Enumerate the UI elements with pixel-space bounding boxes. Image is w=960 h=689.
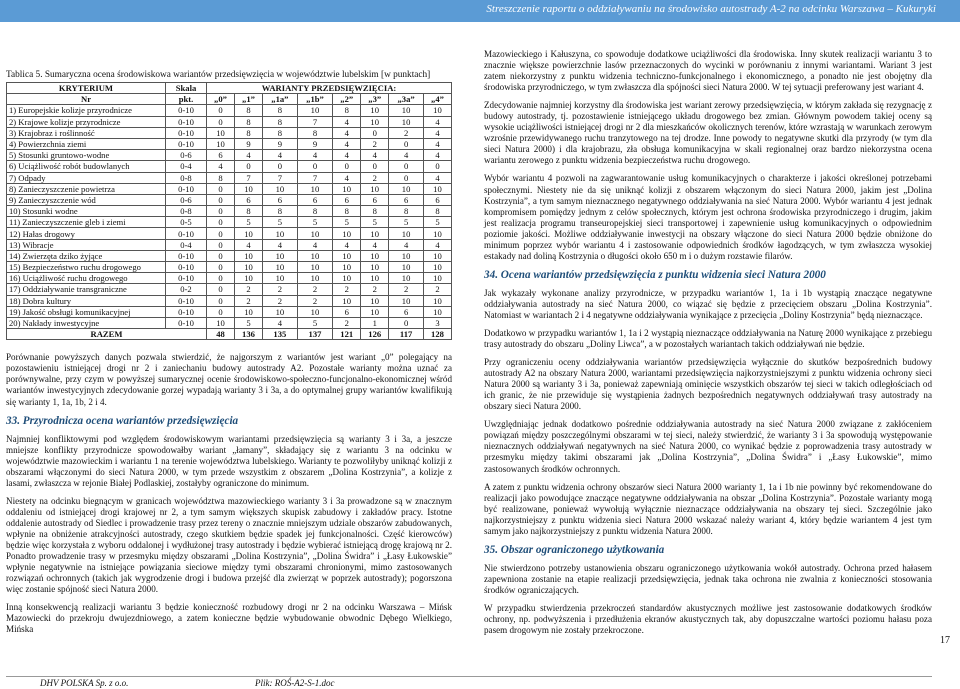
criterion-scale: 0-8	[166, 206, 207, 217]
criterion-name: 17) Oddziaływanie transgraniczne	[7, 284, 166, 295]
score-cell: 0	[207, 194, 235, 205]
score-cell: 10	[263, 273, 298, 284]
table-header-row	[7, 83, 452, 94]
score-cell: 3	[423, 317, 451, 328]
score-cell: 5	[361, 217, 389, 228]
table-row	[7, 262, 452, 273]
table-row	[7, 105, 452, 116]
header-kryterium: KRYTERIUM	[7, 83, 166, 94]
score-cell: 0	[207, 273, 235, 284]
criterion-name: 3) Krajobraz i roślinność	[7, 127, 166, 138]
score-cell: 5	[423, 217, 451, 228]
criterion-scale: 0-5	[166, 217, 207, 228]
score-cell: 4	[361, 150, 389, 161]
header-variant: „1a”	[263, 94, 298, 105]
score-cell: 5	[297, 317, 332, 328]
score-cell: 4	[263, 317, 298, 328]
score-cell: 0	[207, 250, 235, 261]
score-cell: 10	[297, 273, 332, 284]
score-cell: 10	[423, 262, 451, 273]
score-cell: 0	[361, 161, 389, 172]
paragraph: W przypadku stwierdzenia przekroczeń standardów akustycznych możliwe jest zastosowanie dodatkowych środków ochrony, np. podwyższenia i przedłużenia ekranów akustycznych tak, aby dopuszczalne wartości poziomu hałasu poza pasem drogowym nie zostały przekroczone.	[484, 602, 932, 636]
header-pkt: pkt.	[166, 94, 207, 105]
score-cell: 10	[297, 228, 332, 239]
score-cell: 10	[423, 306, 451, 317]
table-row	[7, 228, 452, 239]
section-34-heading: 34. Ocena wariantów przedsięwzięcia z punktu widzenia sieci Natura 2000	[484, 268, 826, 281]
table-row	[7, 217, 452, 228]
score-cell: 10	[207, 127, 235, 138]
score-cell: 0	[207, 217, 235, 228]
score-cell: 0	[207, 306, 235, 317]
score-cell: 10	[333, 250, 361, 261]
criterion-name: 20) Nakłady inwestycyjne	[7, 317, 166, 328]
paragraph: Mazowieckiego i Kałuszyna, co spowoduje dodatkowe uciążliwości dla środowiska. Inny skutek realizacji wariantu 3 to znacznie większe powierzchnie lasów przeznaczonych do wycinki w porównaniu z innymi wariantami. Wariant 3 jest zatem niekorzystny z punktu widzenia techniczno-funkcjonalnego i ekonomicznego, a ponadto nie jest obojętny dla środowiska przyrodniczego, w tym zwłaszcza dla spójności sieci Natura 2000. W tej sytuacji preferowany jest wariant 4.	[484, 49, 932, 93]
score-cell: 8	[263, 206, 298, 217]
header-variant: „0”	[207, 94, 235, 105]
score-cell: 6	[263, 194, 298, 205]
criterion-name: 9) Zanieczyszczenie wód	[7, 194, 166, 205]
score-cell: 4	[423, 150, 451, 161]
table-row	[7, 127, 452, 138]
score-cell: 8	[235, 127, 263, 138]
table-row	[7, 317, 452, 328]
score-cell: 4	[263, 150, 298, 161]
sum-cell: 136	[235, 329, 263, 340]
right-paragraphs-2	[484, 288, 932, 537]
score-cell: 9	[263, 138, 298, 149]
score-cell: 0	[207, 116, 235, 127]
score-cell: 4	[297, 239, 332, 250]
score-cell: 4	[389, 150, 424, 161]
score-cell: 4	[207, 161, 235, 172]
table-row	[7, 138, 452, 149]
score-cell: 4	[297, 150, 332, 161]
score-cell: 6	[361, 194, 389, 205]
score-cell: 10	[361, 273, 389, 284]
score-cell: 10	[423, 183, 451, 194]
page-number: 17	[940, 635, 950, 646]
score-cell: 4	[235, 150, 263, 161]
criterion-scale: 0-8	[166, 172, 207, 183]
criterion-scale: 0-10	[166, 250, 207, 261]
table-caption: Tablica 5. Sumaryczna ocena środowiskowa wariantów przedsięwzięcia w województwie lubelskim [w punktach]	[6, 70, 431, 80]
score-cell: 8	[235, 206, 263, 217]
score-cell: 6	[207, 150, 235, 161]
score-cell: 5	[235, 217, 263, 228]
score-cell: 8	[235, 105, 263, 116]
score-cell: 8	[333, 206, 361, 217]
score-cell: 8	[389, 206, 424, 217]
score-cell: 0	[389, 172, 424, 183]
score-cell: 4	[423, 127, 451, 138]
criterion-scale: 0-10	[166, 317, 207, 328]
score-cell: 10	[423, 273, 451, 284]
score-cell: 10	[207, 317, 235, 328]
score-cell: 4	[235, 239, 263, 250]
summary-table	[6, 82, 452, 340]
header-warianty: WARIANTY PRZEDSIĘWZIĘCIA:	[207, 83, 452, 94]
criterion-name: 1) Europejskie kolizje przyrodnicze	[7, 105, 166, 116]
criterion-name: 5) Stosunki gruntowo-wodne	[7, 150, 166, 161]
score-cell: 0	[423, 161, 451, 172]
score-cell: 2	[423, 284, 451, 295]
score-cell: 10	[235, 273, 263, 284]
table-row	[7, 172, 452, 183]
score-cell: 10	[235, 250, 263, 261]
table-variant-row	[7, 94, 452, 105]
sum-cell: 128	[423, 329, 451, 340]
score-cell: 8	[297, 127, 332, 138]
criterion-name: 4) Powierzchnia ziemi	[7, 138, 166, 149]
table-row	[7, 306, 452, 317]
score-cell: 10	[263, 183, 298, 194]
header-variant: „4”	[423, 94, 451, 105]
criterion-scale: 0-10	[166, 295, 207, 306]
score-cell: 0	[297, 161, 332, 172]
left-column	[6, 64, 452, 642]
criterion-name: 10) Stosunki wodne	[7, 206, 166, 217]
sum-cell: 126	[361, 329, 389, 340]
score-cell: 4	[389, 239, 424, 250]
score-cell: 10	[361, 228, 389, 239]
score-cell: 0	[207, 228, 235, 239]
paragraph: Najmniej konfliktowymi pod względem środowiskowym wariantami przedsięwzięcia są warianty 3 i 3a, a jeszcze mniejsze konflikty przyrodnicze spowodowałby wariant „łamany”, składający się z wariantu 3 na odcinku w województwie mazowieckim i wariantu 1 na terenie województwa lubelskiego. Warianty te pozwoliłyby uniknąć kolizji z obszarami włączonymi do sieci Natura 2000, w tym przede wszystkim z obszarem „Dolina Kostrzynia”, a kolizje z lasami, zwłaszcza w rejonie Białej Podlaskiej, zostałyby ograniczone do minimum.	[6, 433, 452, 488]
score-cell: 0	[333, 161, 361, 172]
score-cell: 6	[333, 194, 361, 205]
score-cell: 6	[423, 194, 451, 205]
score-cell: 2	[361, 172, 389, 183]
score-cell: 5	[297, 217, 332, 228]
table-row	[7, 284, 452, 295]
score-cell: 10	[333, 228, 361, 239]
criterion-scale: 0-10	[166, 116, 207, 127]
score-cell: 7	[297, 172, 332, 183]
score-cell: 4	[333, 150, 361, 161]
score-cell: 9	[235, 138, 263, 149]
score-cell: 10	[423, 295, 451, 306]
score-cell: 10	[389, 273, 424, 284]
criterion-scale: 0-10	[166, 183, 207, 194]
score-cell: 4	[423, 172, 451, 183]
score-cell: 10	[361, 183, 389, 194]
section-33-heading: 33. Przyrodnicza ocena wariantów przedsięwzięcia	[6, 414, 239, 427]
score-cell: 10	[423, 250, 451, 261]
score-cell: 0	[207, 284, 235, 295]
score-cell: 10	[333, 295, 361, 306]
sum-label: RAZEM	[7, 329, 207, 340]
sum-cell: 137	[297, 329, 332, 340]
paragraph: Przy ograniczeniu oceny oddziaływania wariantów przedsięwzięcia wyłącznie do skutków bezpośrednich budowy autostrady A2 na obszary Natura 2000, wariantami przedsięwzięcia najkorzystniejszymi z punktu widzenia ochrony sieci Natura 2000 są warianty 3 i 3a, ponieważ zapewniają ominięcie wszystkich obszarów tej sieci w takich odległościach od ich granic, że nie przewiduje się wystąpienia żadnych bezpośrednich negatywnych oddziaływań trasy autostrady na obszary sieci Natura 2000.	[484, 357, 932, 412]
criterion-name: 16) Uciążliwość ruchu drogowego	[7, 273, 166, 284]
score-cell: 2	[361, 284, 389, 295]
score-cell: 2	[263, 284, 298, 295]
score-cell: 10	[297, 250, 332, 261]
score-cell: 10	[361, 105, 389, 116]
score-cell: 2	[297, 284, 332, 295]
header-variant: „2”	[333, 94, 361, 105]
score-cell: 1	[361, 317, 389, 328]
score-cell: 0	[389, 161, 424, 172]
paragraph: Uwzględniając jednak dodatkowo pośrednie oddziaływania autostrady na sieć Natura 2000 związane z zakłóceniem powiązań między poszczególnymi obszarami w tej sieci, należy stwierdzić, że warianty 3 i 3a spowodują występowanie nieznacznych oddziaływań negatywnych na sieć Natura 2000, co wynikać będzie z poprowadzenia trasy autostrady w przesmyku między takimi obszarami jak „Dolina Kostrzynia”, „Dolina Świdra” i „Łasy Łukowskie”, mimo zastosowanych środków ochronnych.	[484, 419, 932, 474]
paragraph: Dodatkowo w przypadku wariantów 1, 1a i 2 wystąpią nieznaczące oddziaływania na Naturę 2000 wynikające z przebiegu trasy autostrady do obszaru „Doliny Liwca”, a w pozostałych wariantach takich oddziaływań nie będzie.	[484, 327, 932, 350]
criterion-scale: 0-10	[166, 228, 207, 239]
score-cell: 2	[389, 284, 424, 295]
score-cell: 8	[207, 172, 235, 183]
criterion-scale: 0-4	[166, 239, 207, 250]
score-cell: 2	[333, 284, 361, 295]
criterion-name: 18) Dobra kultury	[7, 295, 166, 306]
table-row	[7, 194, 452, 205]
criterion-name: 13) Wibracje	[7, 239, 166, 250]
criterion-name: 11) Zanieczyszczenie gleb i ziemi	[7, 217, 166, 228]
section-35-heading: 35. Obszar ograniczonego użytkowania	[484, 543, 665, 556]
score-cell: 8	[361, 206, 389, 217]
score-cell: 2	[263, 295, 298, 306]
score-cell: 2	[333, 317, 361, 328]
score-cell: 2	[389, 127, 424, 138]
criterion-scale: 0-10	[166, 262, 207, 273]
table-row	[7, 273, 452, 284]
table-row	[7, 295, 452, 306]
score-cell: 10	[389, 183, 424, 194]
sum-cell: 135	[263, 329, 298, 340]
score-cell: 4	[333, 138, 361, 149]
table-row	[7, 250, 452, 261]
score-cell: 0	[207, 262, 235, 273]
score-cell: 10	[263, 250, 298, 261]
sum-cell: 121	[333, 329, 361, 340]
score-cell: 4	[333, 239, 361, 250]
score-cell: 10	[361, 116, 389, 127]
score-cell: 10	[297, 183, 332, 194]
header-variant: „1b”	[297, 94, 332, 105]
table-row	[7, 183, 452, 194]
score-cell: 4	[333, 116, 361, 127]
paragraph: Niestety na odcinku biegnącym w granicach województwa mazowieckiego warianty 3 i 3a prowadzone są w znacznym oddaleniu od istniejącej drogi krajowej nr 2, a tym samym większych skupisk zabudowy i zakładów pracy. Istotne oddalenie autostrady od Siedlec i prowadzenie trasy przez tereny o znacznie mniejszym udziale obszarów zabudowanych, wpłynie na obniżenie atrakcyjności autostrady, czego skutkiem będzie spadek jej funkcjonalności. Część kierowców) będzie więc korzystała z wyboru oddalonej i wydłużonej trasy autostrady i będzie wybierać istniejącą drogę krajową nr 2. Ponadto prowadzenie trasy w przesmyku między obszarami „Dolina Kostrzynia”, „Dolina Świdra” i „Łasy Łukowskie” wpłynie negatywnie na istniejące powiązania sieciowe między tymi obszarami chronionymi, mimo zastosowanych rozwiązań ochronnych (takich jak wygrodzenie drogi i budowa przejść dla zwierząt w poprzek autostrady); pogorszona więc zostanie spójność sieci Natura 2000.	[6, 495, 452, 595]
score-cell: 7	[263, 172, 298, 183]
criterion-scale: 0-2	[166, 284, 207, 295]
score-cell: 4	[263, 239, 298, 250]
score-cell: 10	[333, 273, 361, 284]
score-cell: 8	[297, 206, 332, 217]
left-paragraphs	[6, 352, 452, 407]
score-cell: 10	[263, 228, 298, 239]
score-cell: 6	[389, 306, 424, 317]
running-header-title: Streszczenie raportu o oddziaływaniu na środowisko autostrady A-2 na odcinku Warszawa – Kukuryki	[486, 3, 936, 15]
score-cell: 10	[361, 295, 389, 306]
score-cell: 10	[235, 262, 263, 273]
table-row	[7, 161, 452, 172]
score-cell: 7	[297, 116, 332, 127]
criterion-name: 14) Zwierzęta dziko żyjące	[7, 250, 166, 261]
score-cell: 6	[389, 194, 424, 205]
header-variant: „1”	[235, 94, 263, 105]
score-cell: 10	[389, 228, 424, 239]
score-cell: 10	[389, 295, 424, 306]
criterion-name: 7) Odpady	[7, 172, 166, 183]
table-row	[7, 239, 452, 250]
table-body	[7, 105, 452, 340]
score-cell: 10	[297, 306, 332, 317]
score-cell: 8	[263, 105, 298, 116]
table-row	[7, 116, 452, 127]
score-cell: 8	[263, 127, 298, 138]
score-cell: 10	[389, 262, 424, 273]
criterion-name: 19) Jakość obsługi komunikacyjnej	[7, 306, 166, 317]
criterion-name: 12) Hałas drogowy	[7, 228, 166, 239]
score-cell: 10	[235, 228, 263, 239]
score-cell: 0	[389, 138, 424, 149]
score-cell: 2	[235, 295, 263, 306]
right-paragraphs-3	[484, 563, 932, 636]
footer-file: Plik: ROŚ-A2-S-1.doc	[255, 678, 335, 688]
score-cell: 8	[235, 116, 263, 127]
paragraph: Wybór wariantu 4 pozwoli na zagwarantowanie usług komunikacyjnych o charakterze i jakości określonej potrzebami społecznymi. Niestety nie da się uniknąć kolizji z obszarem włączonym do sieci Natura 2000, jakim jest „Dolina Kostrzynia”, a tym samym nieznacznego negatywnego oddziaływania na sieć Natura 2000. Wybór wariantu 4 jest jednak kompromisem pomiędzy jednym z celów społecznych, którym jest ochrona środowiska przyrodniczego i drugim, jakim jest realizacja programu transeuropejskiej sieci transportowej i zapewnienie usług komunikacyjnych o odpowiednim poziomie jakości. Możliwe oddziaływanie inwestycji na obszary włączone do sieci Natura 2000 będzie obniżone do minimum poprzez wybór wariantu 4 i zastosowanie odpowiednich środków łagodzących, w tym zwłaszcza wysokiej estakady nad doliną Kostrzynia o długości około 650 m i o dużym rozstawie filarów.	[484, 173, 932, 261]
criterion-scale: 0-10	[166, 273, 207, 284]
footer-company: DHV POLSKA Sp. z o.o.	[40, 678, 129, 688]
score-cell: 0	[207, 239, 235, 250]
footer-rule	[6, 676, 932, 677]
score-cell: 10	[361, 250, 389, 261]
score-cell: 4	[333, 172, 361, 183]
score-cell: 5	[235, 317, 263, 328]
score-cell: 10	[235, 306, 263, 317]
score-cell: 4	[333, 127, 361, 138]
score-cell: 10	[389, 250, 424, 261]
score-cell: 2	[297, 295, 332, 306]
paragraph: Zdecydowanie najmniej korzystny dla środowiska jest wariant zerowy przedsięwzięcia, w którym zakłada się rezygnację z budowy autostrady, tj. pozostawienie istniejącego układu drogowego bez zmian. Głównym powodem takiej oceny są wysokie uciążliwości istniejącej drogi nr 2 dla mieszkańców okolicznych terenów, które wzrastają w warunkach zerowym wzrośnie przewidywanego ruchu tranzytowego na tej drodze. Inne powody to negatywne skutki dla przyrody (w tym dla sieci Natura 2000) i dla krajobrazu, zła obsługa komunikacyjna w skali regionalnej oraz bardzo niekorzystna ocena wariantu zerowego z punktu widzenia bezpieczeństwa ruchu drogowego.	[484, 100, 932, 166]
left-paragraphs-2	[6, 434, 452, 636]
criterion-name: 15) Bezpieczeństwo ruchu drogowego	[7, 262, 166, 273]
score-cell: 0	[389, 317, 424, 328]
paragraph: Jak wykazały wykonane analizy przyrodnicze, w przypadku wariantów 1, 1a i 1b wystąpią znaczące negatywne oddziaływania autostrady na sieć Natura 2000, co wiązać się będzie z przecięciem obszaru „Dolina Kostrzynia”. Natomiast w wariantach 2 i 4 negatywne oddziaływania wynikające z przecięcia „Doliny Kostrzynia” będą nieznaczące.	[484, 287, 932, 320]
score-cell: 10	[333, 183, 361, 194]
header-variant: „3”	[361, 94, 389, 105]
paragraph: Porównanie powyższych danych pozwala stwierdzić, że najgorszym z wariantów jest wariant „0” polegający na pozostawieniu istniejącej drogi nr 2 i zaniechaniu budowy autostrady A2. Pozostałe warianty można uznać za porównywalne, przy czym w powyższej sumarycznej ocenie środowiskowo-społeczno-funcjonalno-ekonomicznej wśród wariantów inwestycyjnych zdecydowanie gorzej wypadają warianty 3 i 3a, a do optymalnej grupy wariantów kwalifikują się warianty 1, 1a, 1b, 2 i 4.	[6, 352, 452, 407]
score-cell: 10	[423, 105, 451, 116]
running-header	[0, 0, 960, 22]
score-cell: 10	[389, 105, 424, 116]
table-row	[7, 206, 452, 217]
header-variant: „3a”	[389, 94, 424, 105]
score-cell: 0	[361, 127, 389, 138]
score-cell: 6	[297, 194, 332, 205]
score-cell: 6	[235, 194, 263, 205]
score-cell: 0	[207, 183, 235, 194]
sum-cell: 117	[389, 329, 424, 340]
right-paragraphs	[484, 49, 932, 262]
score-cell: 10	[297, 262, 332, 273]
score-cell: 10	[263, 262, 298, 273]
table-row	[7, 150, 452, 161]
criterion-scale: 0-6	[166, 194, 207, 205]
score-cell: 4	[423, 138, 451, 149]
score-cell: 8	[423, 206, 451, 217]
header-skala: Skala	[166, 83, 207, 94]
table-sum-row	[7, 329, 452, 340]
score-cell: 4	[423, 239, 451, 250]
score-cell: 0	[207, 206, 235, 217]
criterion-scale: 0-10	[166, 127, 207, 138]
criterion-scale: 0-10	[166, 138, 207, 149]
score-cell: 10	[361, 262, 389, 273]
score-cell: 10	[423, 228, 451, 239]
score-cell: 8	[263, 116, 298, 127]
score-cell: 2	[361, 138, 389, 149]
right-column	[484, 49, 932, 643]
criterion-scale: 0-10	[166, 105, 207, 116]
score-cell: 10	[361, 306, 389, 317]
score-cell: 2	[235, 284, 263, 295]
score-cell: 10	[263, 306, 298, 317]
criterion-scale: 0-10	[166, 306, 207, 317]
score-cell: 8	[333, 105, 361, 116]
criterion-name: 8) Zanieczyszczenie powietrza	[7, 183, 166, 194]
criterion-scale: 0-4	[166, 161, 207, 172]
score-cell: 6	[333, 306, 361, 317]
criterion-name: 2) Krajowe kolizje przyrodnicze	[7, 116, 166, 127]
score-cell: 9	[297, 138, 332, 149]
score-cell: 10	[235, 183, 263, 194]
score-cell: 5	[389, 217, 424, 228]
paragraph: Inną konsekwencją realizacji wariantu 3 będzie konieczność rozbudowy drogi nr 2 na odcinku Warszawa – Mińsk Mazowiecki do przekroju dwujezdniowego, a zatem konieczne będzie wybudowanie obwodnic Dębego Wielkiego, Mińska	[6, 602, 452, 635]
score-cell: 0	[235, 161, 263, 172]
paragraph: A zatem z punktu widzenia ochrony obszarów sieci Natura 2000 warianty 1, 1a i 1b nie powinny być rekomendowane do realizacji jako powodujące znaczące negatywne oddziaływania na obszar „Dolina Kostrzynia”. Pozostałe warianty mogą być realizowane, ponieważ wywołują wyłącznie nieznaczące oddziaływania na obszary tej sieci. Szczególnie jako najkorzystniejszy z punktu widzenia sieci Natura 2000 wskazać należy wariant 4, który będzie wariantem 4 jest tym samym jako najkorzystniejszy z punktu widzenia Natura 2000.	[484, 481, 932, 536]
paragraph: Nie stwierdzono potrzeby ustanowienia obszaru ograniczonego użytkowania wokół autostrady. Ochrona przed hałasem zapewniona zostanie na etapie realizacji przedsięwzięcia, jednak taka ochrona nie zwalnia z konieczności stosowania środków ograniczających.	[484, 562, 932, 595]
score-cell: 7	[235, 172, 263, 183]
score-cell: 4	[361, 239, 389, 250]
score-cell: 0	[207, 105, 235, 116]
score-cell: 10	[297, 105, 332, 116]
score-cell: 5	[263, 217, 298, 228]
score-cell: 10	[207, 138, 235, 149]
header-nr: Nr	[7, 94, 166, 105]
sum-cell: 48	[207, 329, 235, 340]
score-cell: 0	[207, 295, 235, 306]
score-cell: 10	[333, 262, 361, 273]
score-cell: 5	[333, 217, 361, 228]
score-cell: 4	[423, 116, 451, 127]
criterion-name: 6) Uciążliwość robót budowlanych	[7, 161, 166, 172]
score-cell: 0	[263, 161, 298, 172]
criterion-scale: 0-6	[166, 150, 207, 161]
score-cell: 10	[389, 116, 424, 127]
